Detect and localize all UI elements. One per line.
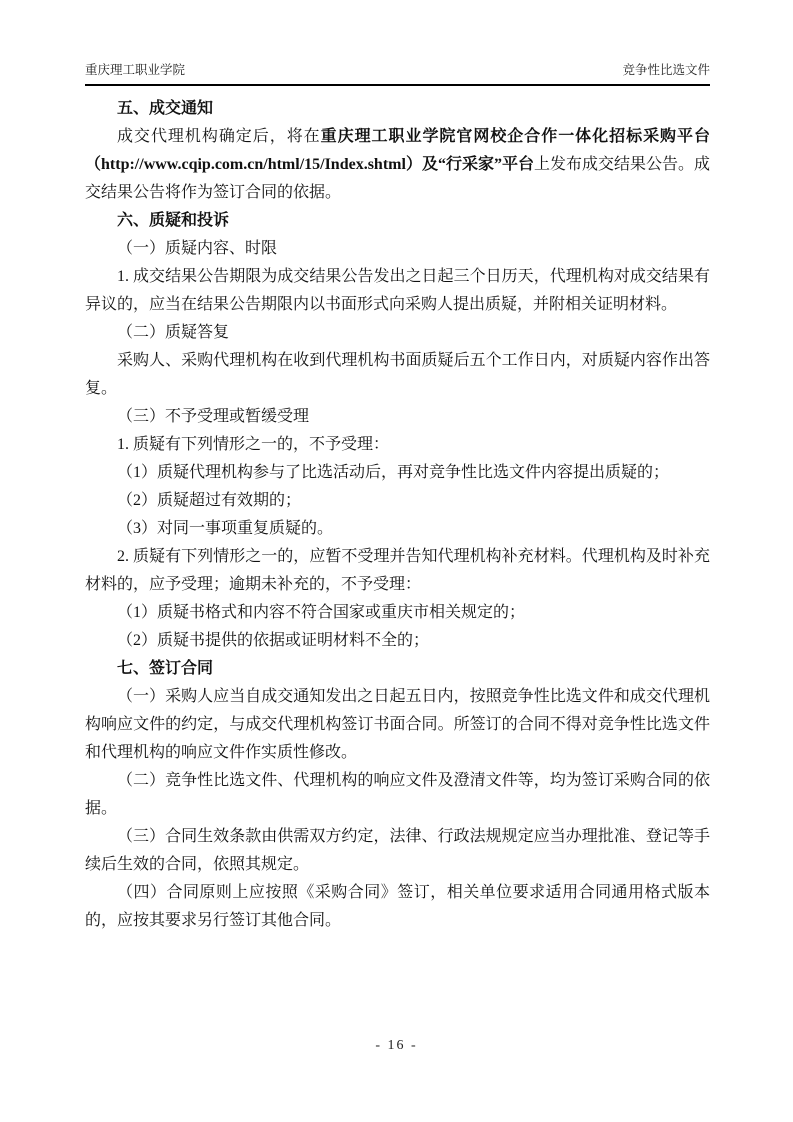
page-header	[85, 62, 710, 78]
section-6-item: （2）质疑书提供的依据或证明材料不全的；	[117, 632, 430, 649]
paragraph-text: 成交代理机构确定后，将在	[117, 128, 321, 145]
header-left-title: 重庆理工职业学院	[85, 63, 186, 77]
header-right-title: 竞争性比选文件	[622, 63, 710, 77]
section-7-item: （四）合同原则上应按照《采购合同》签订，相关单位要求适用合同通用格式版本的，应按其要求另行签订其他合同。	[85, 884, 710, 929]
paragraph-text: 上发布成交结果公告。成交结果公告将作为签订合同的依据。	[85, 156, 710, 201]
section-6-item: 1. 质疑有下列情形之一的，不予受理：	[117, 436, 390, 453]
platform-name-bold: 重庆理工职业学院官网校企合作一体化招标采购平台（	[85, 128, 710, 173]
section-5-paragraph	[85, 123, 710, 207]
platform-url: http://www.cqip.com.cn/html/15/Index.shtml	[101, 156, 406, 173]
section-6-heading: 六、质疑和投诉	[117, 212, 230, 229]
section-6-item: （1）质疑代理机构参与了比选活动后，再对竞争性比选文件内容提出质疑的；	[117, 464, 670, 481]
section-6-item: 采购人、采购代理机构在收到代理机构书面质疑后五个工作日内，对质疑内容作出答复。	[85, 352, 710, 397]
section-7-heading: 七、签订合同	[117, 660, 214, 677]
platform-suffix-bold: ）及“行采家”平台	[405, 156, 534, 173]
section-5-heading: 五、成交通知	[117, 100, 214, 117]
section-6-item: （1）质疑书格式和内容不符合国家或重庆市相关规定的；	[117, 604, 526, 621]
section-7-item: （二）竞争性比选文件、代理机构的响应文件及澄清文件等，均为签订采购合同的依据。	[85, 772, 710, 817]
section-6-item: （3）对同一事项重复质疑的。	[117, 520, 334, 537]
document-body	[85, 95, 710, 935]
section-7-item: （一）采购人应当自成交通知发出之日起五日内，按照竞争性比选文件和成交代理机构响应文件的约定，与成交代理机构签订书面合同。所签订的合同不得对竞争性比选文件和代理机构的响应文件作实质性修改。	[85, 688, 710, 761]
page-number: - 16 -	[375, 1038, 418, 1053]
header-divider	[85, 84, 710, 86]
section-6-item: 2. 质疑有下列情形之一的，应暂不受理并告知代理机构补充材料。代理机构及时补充材料的，应予受理；逾期未补充的，不予受理：	[85, 548, 710, 593]
section-6-item: 1. 成交结果公告期限为成交结果公告发出之日起三个日历天，代理机构对成交结果有异议的，应当在结果公告期限内以书面形式向采购人提出质疑，并附相关证明材料。	[85, 268, 710, 313]
section-6-item: （2）质疑超过有效期的；	[117, 492, 302, 509]
section-6-item: （二）质疑答复	[117, 324, 230, 341]
section-6-item: （三）不予受理或暂缓受理	[117, 408, 310, 425]
section-7-item: （三）合同生效条款由供需双方约定，法律、行政法规规定应当办理批准、登记等手续后生效的合同，依照其规定。	[85, 828, 710, 873]
section-6-item: （一）质疑内容、时限	[117, 240, 278, 257]
